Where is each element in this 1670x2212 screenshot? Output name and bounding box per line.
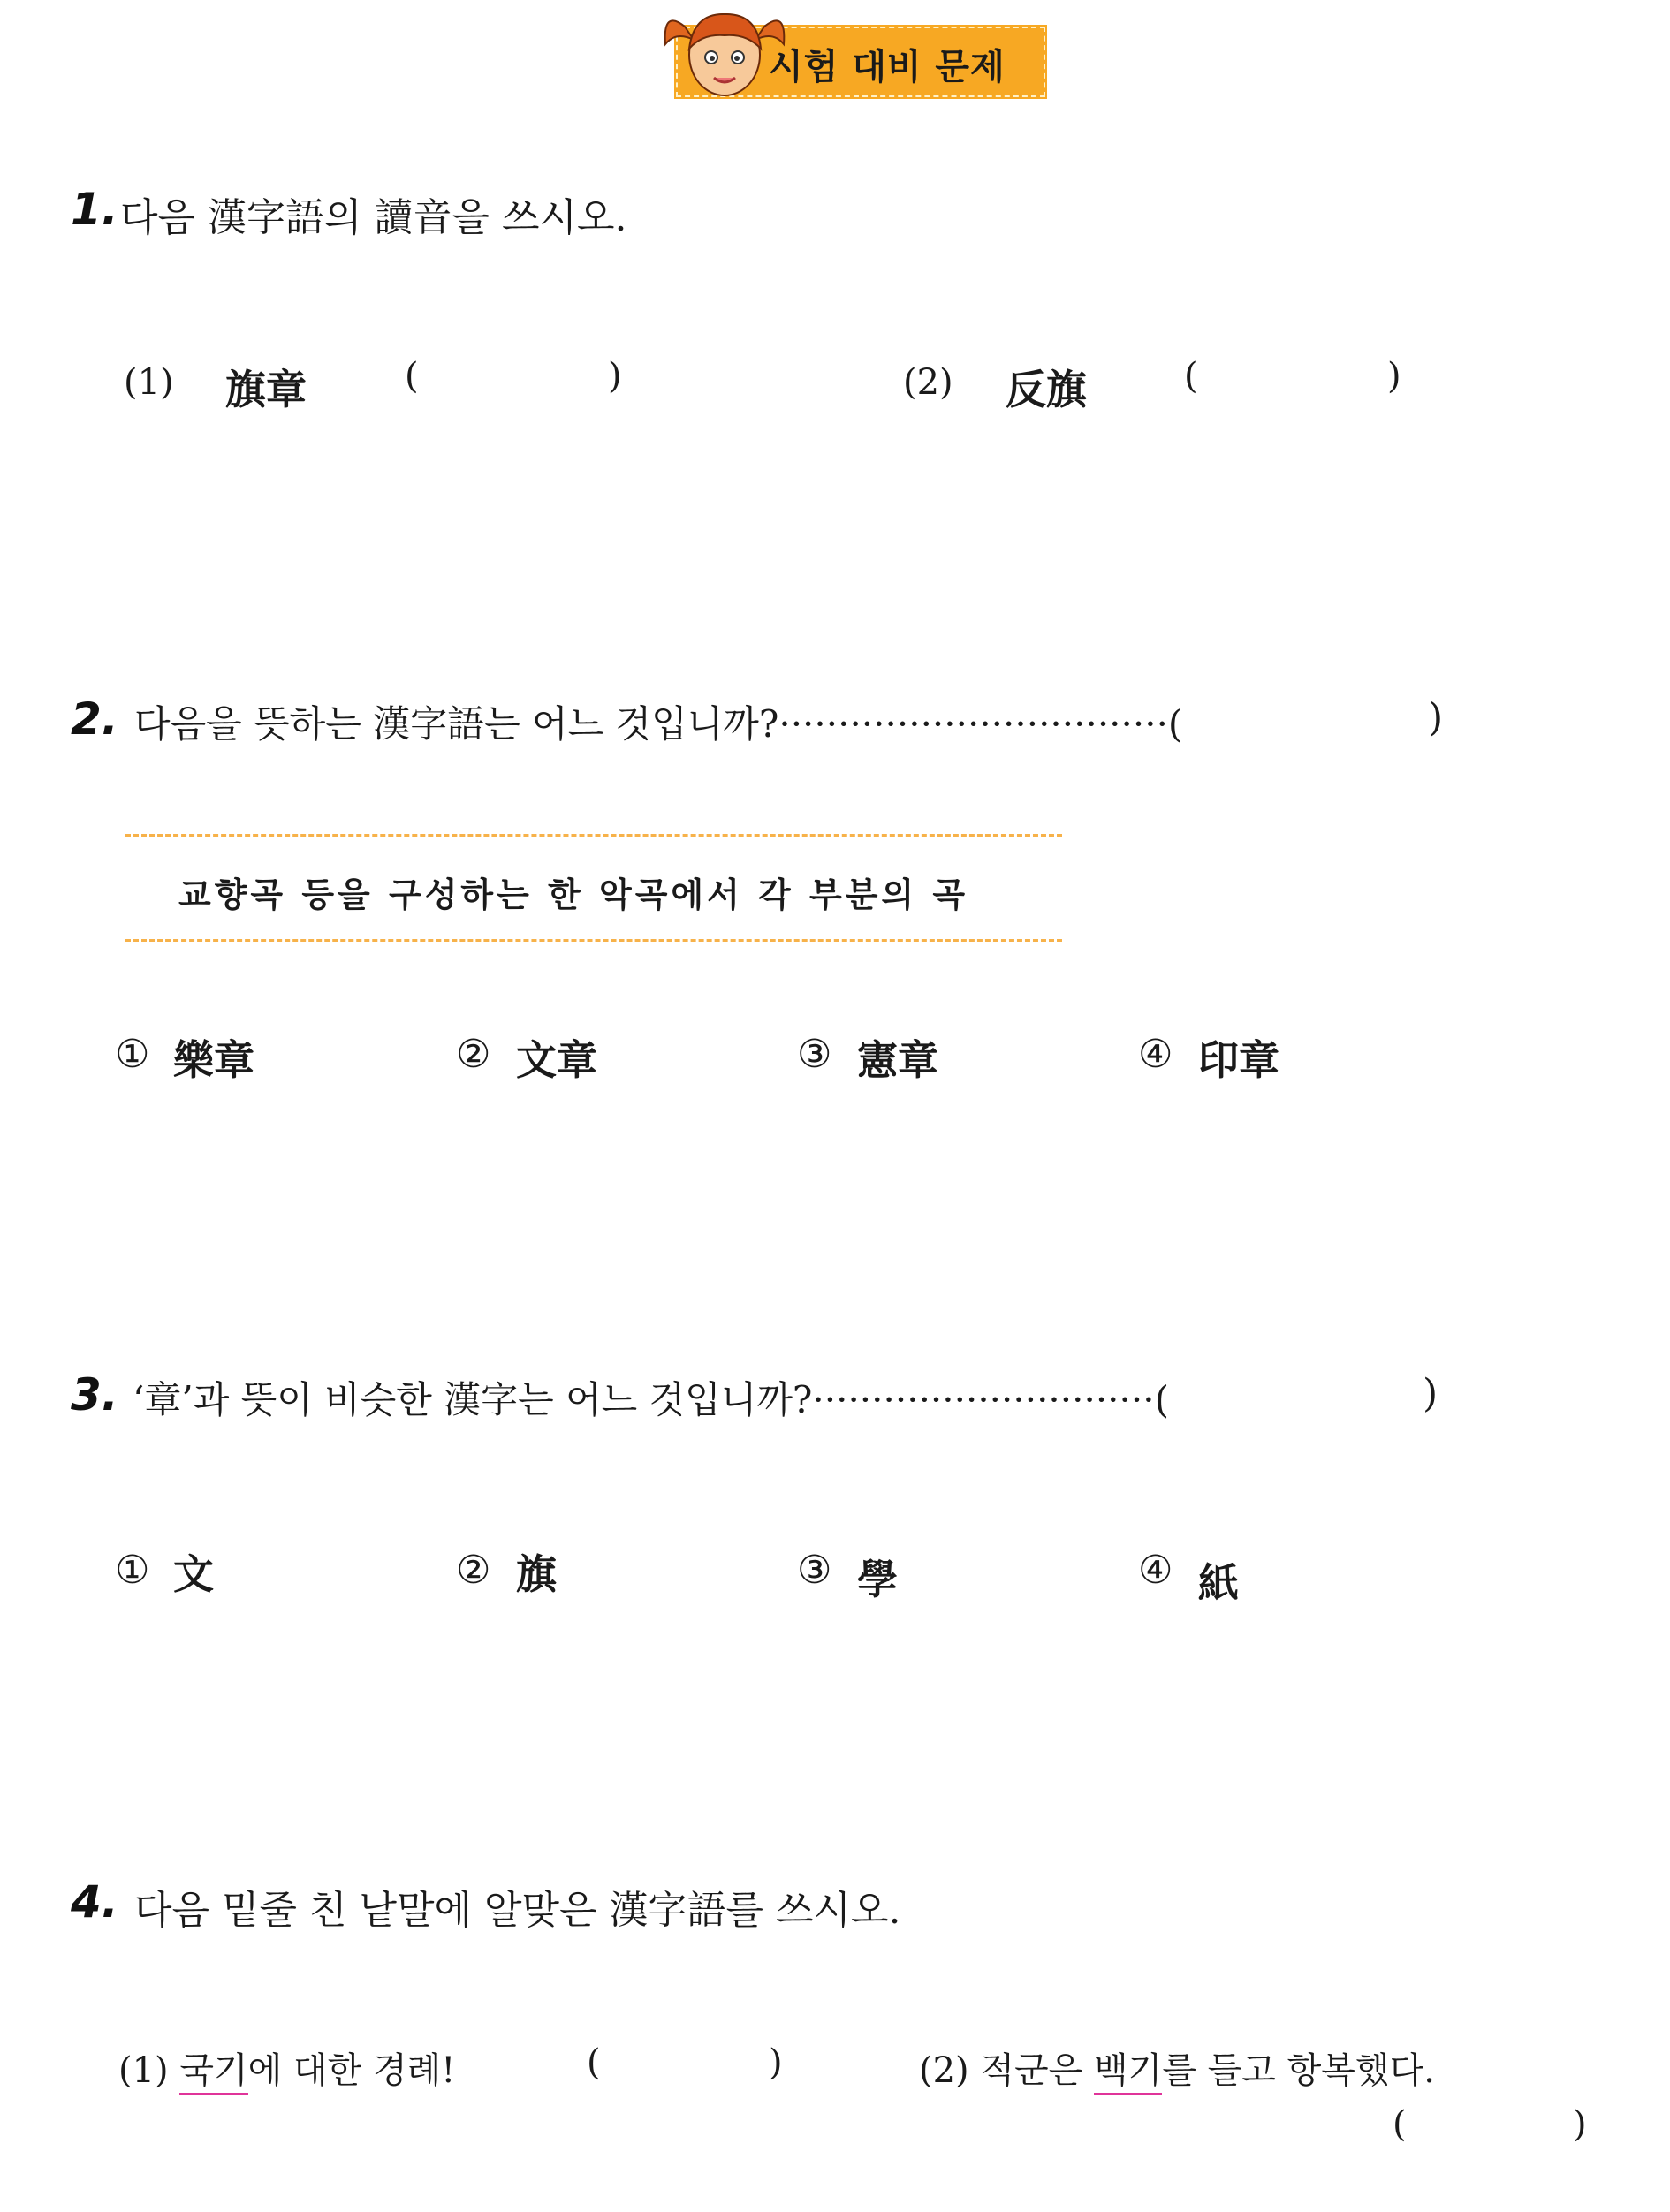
q4-item1-open-paren: ( xyxy=(587,2042,601,2083)
q4-item2-label: (2) xyxy=(919,2050,969,2091)
q1-item1-label: (1) xyxy=(124,362,174,403)
q1-item2-word: 反旗 xyxy=(1006,366,1087,413)
q4-item2-open-paren: ( xyxy=(1393,2104,1407,2145)
q4-item1-label: (1) xyxy=(118,2050,169,2091)
q4-item2 xyxy=(919,2042,1435,2093)
q1-item1-word: 旗章 xyxy=(225,366,307,413)
q4-item2-rest: 를 들고 항복했다. xyxy=(1162,2050,1435,2091)
q2-option4-word: 印章 xyxy=(1198,1036,1279,1084)
q2-option3-word: 憲章 xyxy=(857,1036,938,1084)
q3-option3-word: 學 xyxy=(857,1556,898,1603)
header-title: 시험 대비 문제 xyxy=(769,47,1006,87)
q1-item1-open-paren: ( xyxy=(405,356,419,397)
q2-option3-mark: ③ xyxy=(797,1032,832,1077)
q4-item1-rest: 에 대한 경례! xyxy=(247,2050,456,2091)
q1-item2-open-paren: ( xyxy=(1184,356,1198,397)
q3-close-paren: ) xyxy=(1423,1371,1438,1416)
q2-text: 다음을 뜻하는 漢字語는 어느 것입니까?·································( xyxy=(134,702,1183,746)
q1-item1-close-paren: ) xyxy=(608,356,622,397)
q2-definition: 교향곡 등을 구성하는 한 악곡에서 각 부분의 곡 xyxy=(178,875,969,914)
definition-box-bottom-border xyxy=(125,939,1062,942)
q1-item2-label: (2) xyxy=(903,362,953,403)
q3-option1-mark: ① xyxy=(115,1548,150,1593)
q2-close-paren: ) xyxy=(1428,695,1444,740)
q3-number: 3. xyxy=(71,1369,118,1420)
q4-item1 xyxy=(118,2042,455,2093)
q4-item1-underlined-word: 국기 xyxy=(179,2050,247,2095)
q1-item2-close-paren: ) xyxy=(1387,356,1401,397)
q2-number: 2. xyxy=(71,693,118,745)
q4-text: 다음 밑줄 친 낱말에 알맞은 漢字語를 쓰시오. xyxy=(134,1888,901,1933)
q3-option2-mark: ② xyxy=(456,1548,491,1593)
q3-option3-mark: ③ xyxy=(797,1548,832,1593)
q2-option2-word: 文章 xyxy=(516,1036,597,1084)
q2-option1-mark: ① xyxy=(115,1032,150,1077)
q2-option1-word: 樂章 xyxy=(173,1036,254,1084)
q1-text: 다음 漢字語의 讀音을 쓰시오. xyxy=(120,195,627,240)
q3-option4-word: 紙 xyxy=(1198,1559,1239,1607)
q1-number: 1. xyxy=(71,184,118,235)
definition-box-top-border xyxy=(125,834,1062,837)
q3-text: ‘章’과 뜻이 비슷한 漢字는 어느 것입니까?·····························( xyxy=(133,1378,1169,1421)
q3-option1-word: 文 xyxy=(173,1550,214,1598)
q3-option4-mark: ④ xyxy=(1138,1548,1173,1593)
q2-option2-mark: ② xyxy=(456,1032,491,1077)
q4-item1-close-paren: ) xyxy=(769,2042,783,2083)
q4-item2-before: 적군은 xyxy=(980,2050,1095,2091)
q2-option4-mark: ④ xyxy=(1138,1032,1173,1077)
q4-number: 4. xyxy=(71,1876,118,1928)
q4-item2-underlined-word: 백기 xyxy=(1094,2050,1162,2095)
q4-item2-close-paren: ) xyxy=(1573,2104,1587,2145)
q3-option2-word: 旗 xyxy=(516,1550,557,1598)
